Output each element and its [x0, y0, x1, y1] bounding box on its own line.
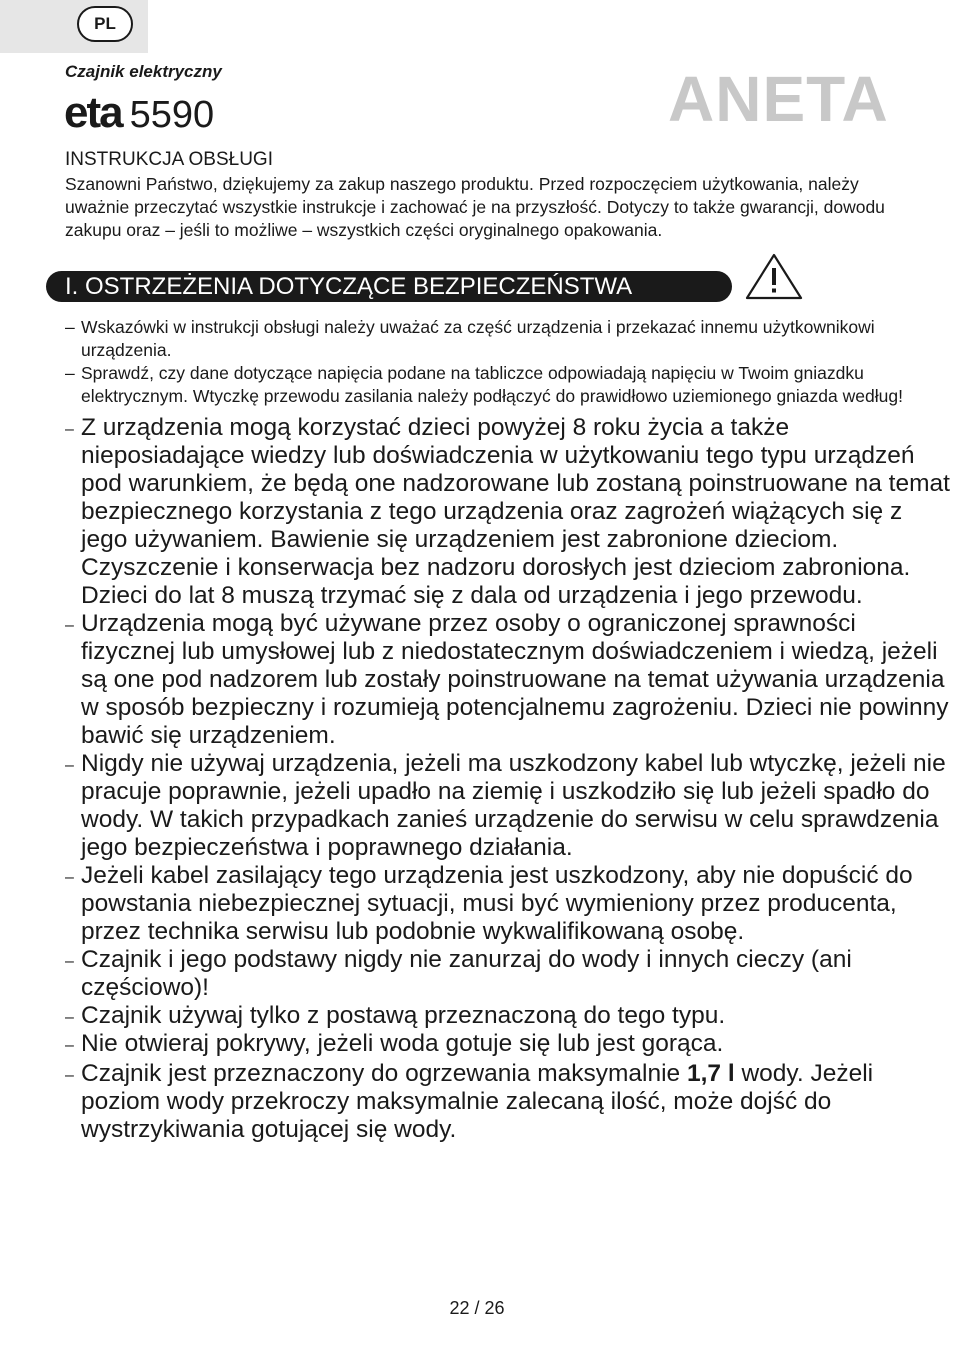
model-heading [64, 88, 214, 138]
list-dash: – [65, 363, 75, 383]
list-item-text: Jeżeli kabel zasilający tego urządzenia jest uszkodzony, aby nie dopuścić do powstania niebezpiecznej sytuacji, musi być wymieniony przez producenta, przez technika serwisu lub podobnie wykwalifikowaną osobę. [81, 862, 913, 945]
list-item [0, 1030, 954, 1058]
model-number: 5590 [129, 94, 215, 136]
list-dash: – [65, 757, 74, 774]
list-item [0, 610, 954, 750]
intro-paragraph: Szanowni Państwo, dziękujemy za zakup naszego produktu. Przed rozpoczęciem użytkowania, należy uważnie przeczytać wszystkie instrukcje i zachować je na przyszłość. Dotyczy to także gwarancji, dowodu zakupu oraz – jeśli to możliwe – wszystkich części oryginalnego opakowania. [65, 174, 885, 240]
list-item [0, 750, 954, 862]
list-item [0, 414, 954, 610]
list-dash: – [65, 953, 74, 970]
manual-title: INSTRUKCJA OBSŁUGI [65, 149, 273, 170]
list-dash: – [65, 869, 74, 886]
list-item-text: Wskazówki w instrukcji obsługi należy uważać za część urządzenia i przekazać innemu użytkownikowi urządzenia. [81, 317, 875, 360]
page-number: 22 / 26 [449, 1298, 505, 1318]
product-logo: ANETA [668, 63, 889, 135]
language-badge: PL [77, 6, 133, 42]
list-item-text: Z urządzenia mogą korzystać dzieci powyżej 8 roku życia a także nieposiadające wiedzy lub doświadczenia w użytkowaniu tego typu urządzeń pod warunkiem, że będą one nadzorowane lub zostaną poinstruowane na temat bezpiecznego korzystania z tego urządzenia oraz zagrożeń wiążących się z jego używaniem. Bawienie się urządzeniem jest zabronione dzieciom. Czyszczenie i konserwacja bez nadzoru dorosłych jest dzieciom zabroniona. Dzieci do lat 8 muszą trzymać się z dala od urządzenia i jego przewodu. [81, 414, 950, 609]
list-item-text: Sprawdź, czy dane dotyczące napięcia podane na tabliczce odpowiadają napięciu w Twoim gniazdku elektrycznym. Wtyczkę przewodu zasilania należy podłączyć do prawidłowo uziemionego gniazda według! [81, 363, 903, 406]
list-item [0, 1002, 954, 1030]
list-item [0, 362, 954, 408]
capacity-value: 1,7 l [686, 1060, 735, 1087]
list-item [0, 862, 954, 946]
warning-triangle-icon [744, 251, 804, 301]
product-type: Czajnik elektryczny [65, 62, 222, 81]
list-item-text: Nie otwieraj pokrywy, jeżeli woda gotuje się lub jest gorąca. [81, 1030, 724, 1057]
list-item-text: Nigdy nie używaj urządzenia, jeżeli ma uszkodzony kabel lub wtyczkę, jeżeli nie pracuje poprawnie, jeżeli upadło na ziemię i uszkodziło się lub jeżeli spadło do wody. W takich przypadkach zanieś urządzenie do serwisu w celu sprawdzenia jego bezpieczeństwa i poprawnego działania. [81, 750, 946, 861]
section-heading: I. OSTRZEŻENIA DOTYCZĄCE BEZPIECZEŃSTWA [46, 271, 732, 302]
list-dash: – [65, 421, 74, 438]
list-item-text [81, 1060, 873, 1143]
safety-warnings-list [0, 316, 954, 1144]
list-item [0, 1060, 954, 1144]
list-item-text: Czajnik używaj tylko z postawą przeznaczoną do tego typu. [81, 1002, 726, 1029]
text-after: wody. Jeżeli poziom wody przekroczy maksymalnie zalecaną ilość, może dojść do wystrzykiwania gotującej się wody. [81, 1060, 874, 1143]
list-dash: – [65, 617, 74, 634]
list-dash: – [65, 1067, 74, 1084]
list-item-text: Urządzenia mogą być używane przez osoby o ograniczonej sprawności fizycznej lub umysłowej lub z niedostatecznym doświadczeniem i wiedzą, jeżeli są one pod nadzorem lub zostały poinstruowane na temat używania urządzenia w sposób bezpieczny i rozumieją potencjalnemu zagrożeniu. Dzieci nie powinny bawić się urządzeniem. [81, 610, 949, 749]
list-dash: – [65, 1009, 74, 1026]
list-item [0, 946, 954, 1002]
list-dash: – [65, 1037, 74, 1054]
text-before: Czajnik jest przeznaczony do ogrzewania maksymalnie [81, 1060, 687, 1087]
language-tab [0, 0, 148, 53]
brand-name: eta [64, 88, 122, 137]
list-dash: – [65, 317, 75, 337]
list-item [0, 316, 954, 362]
list-item-text: Czajnik i jego podstawy nigdy nie zanurzaj do wody i innych cieczy (ani częściowo)! [81, 946, 852, 1001]
